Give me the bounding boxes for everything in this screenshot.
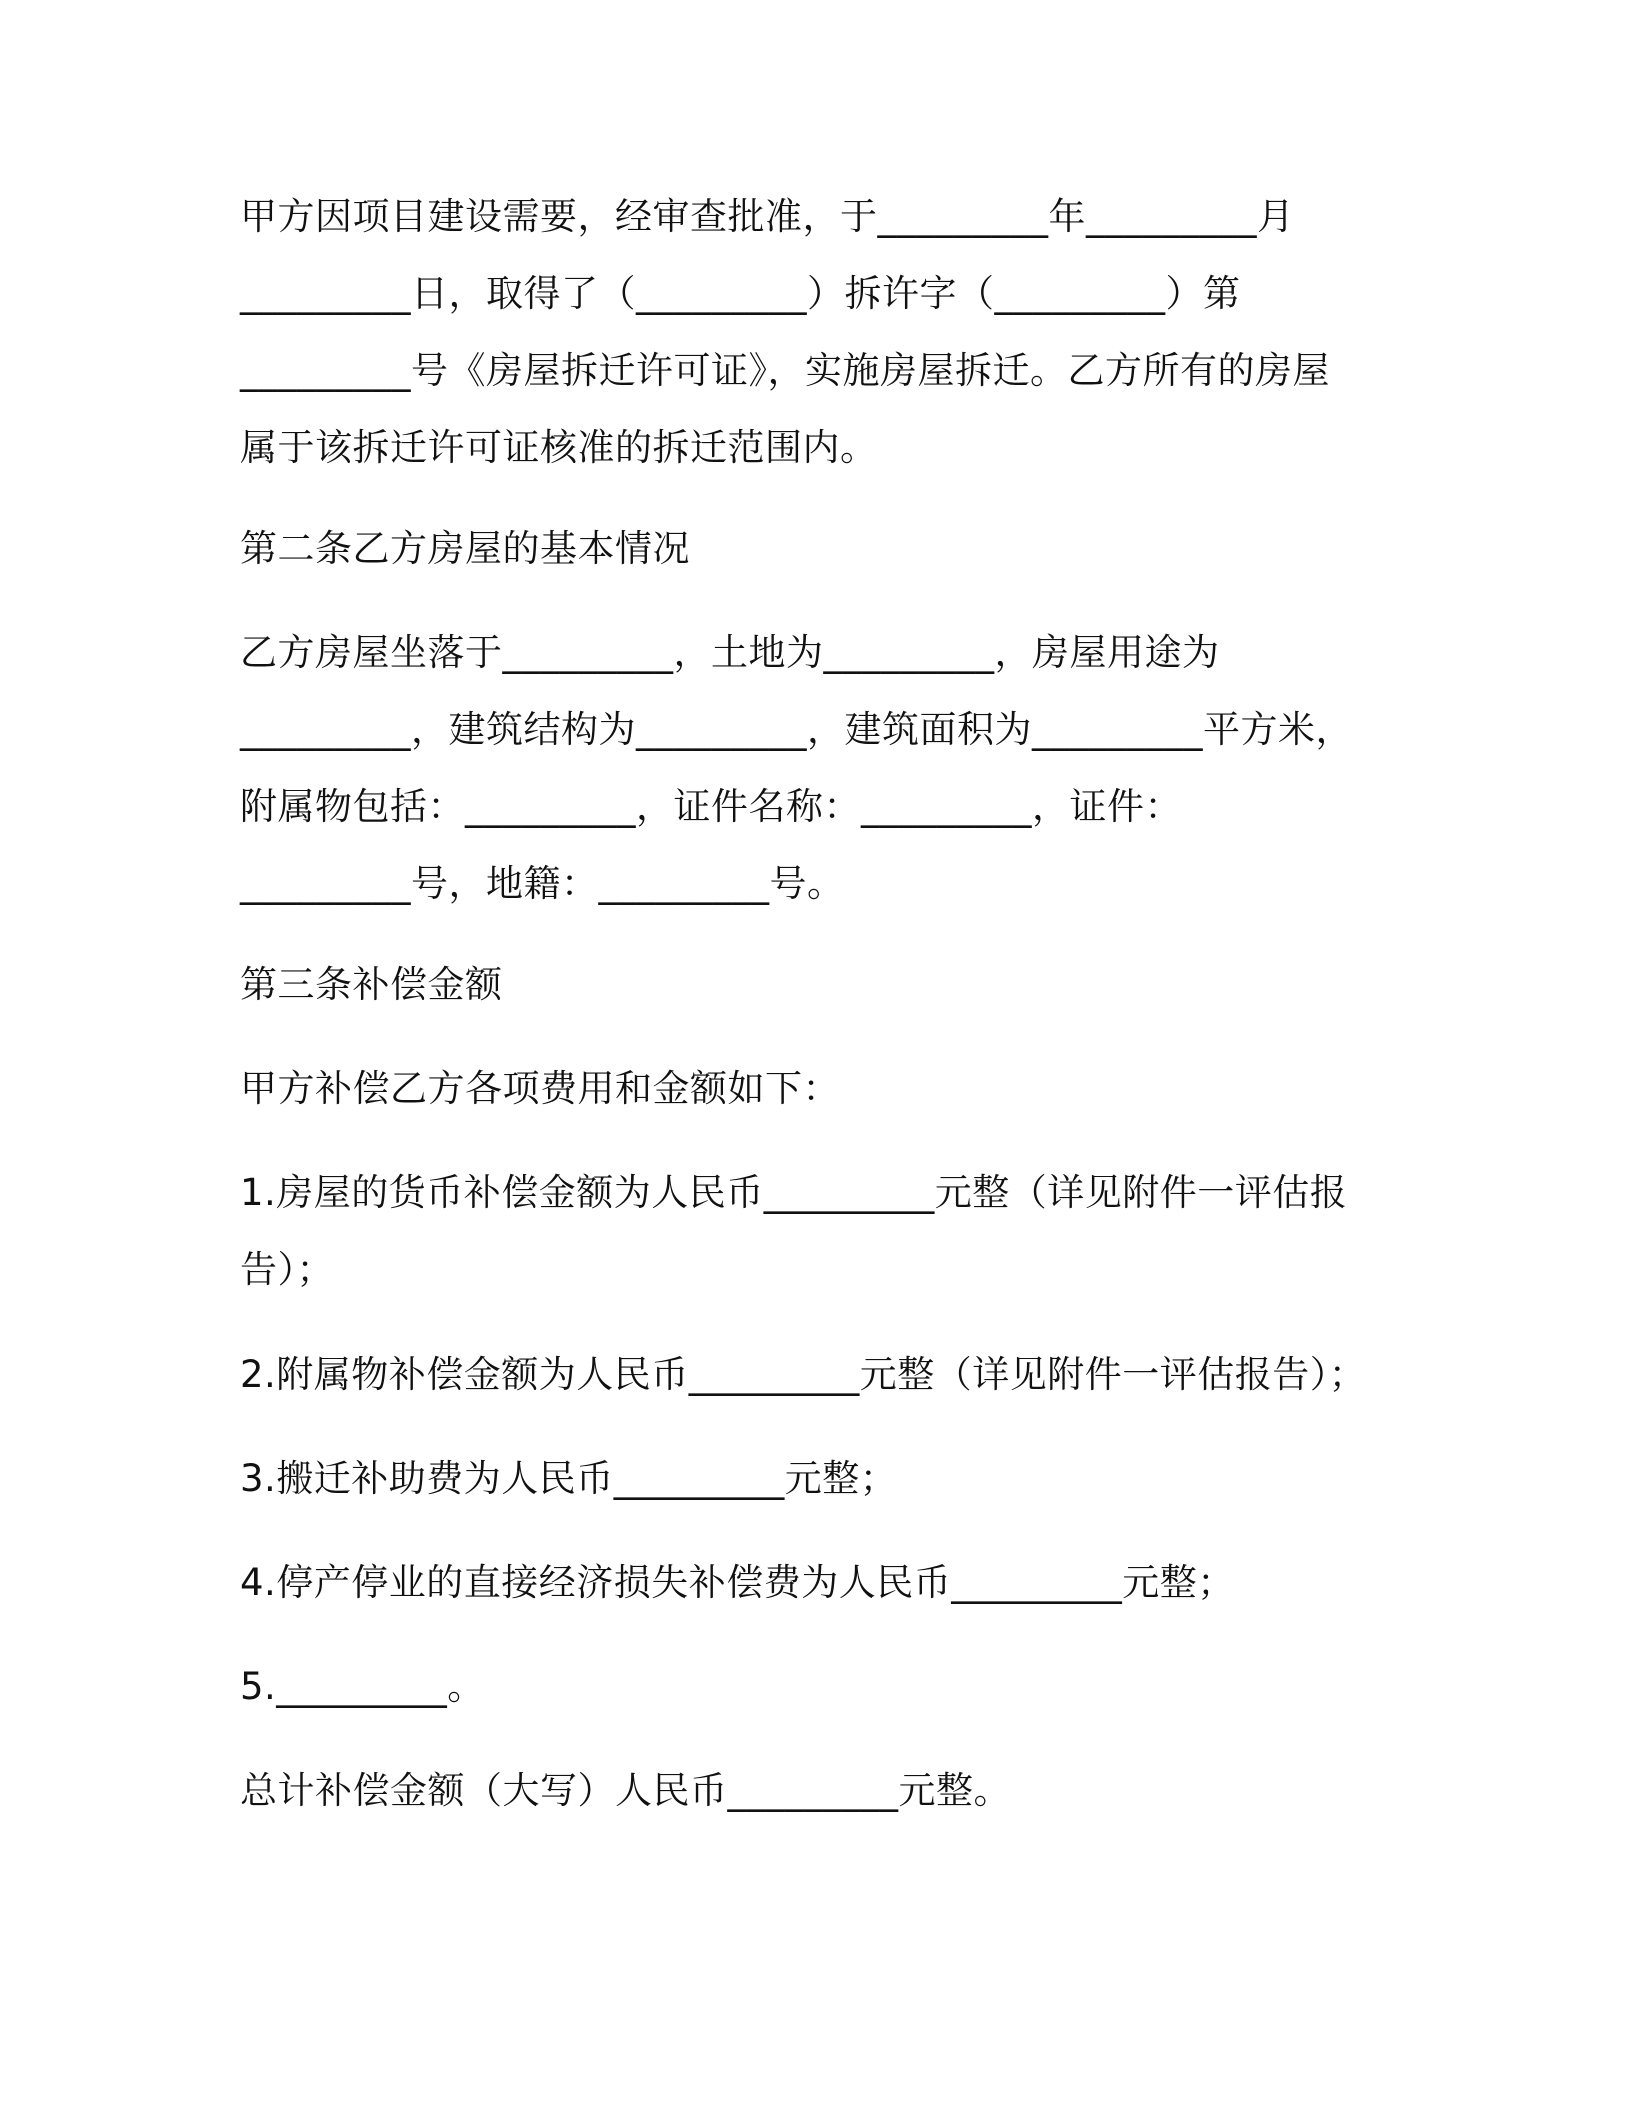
text-line: 总计补偿金额（大写）人民币_________元整。 bbox=[240, 1769, 1011, 1812]
article-2-body bbox=[240, 614, 1390, 922]
total-compensation bbox=[240, 1752, 1390, 1829]
text-line: 2.附属物补偿金额为人民币_________元整（详见附件一评估报告）； bbox=[240, 1353, 1367, 1396]
text-line: 附属物包括：_________，证件名称：_________，证件： bbox=[240, 785, 1182, 828]
text-line: 3.搬迁补助费为人民币_________元整； bbox=[240, 1457, 898, 1500]
text-line: _________，建筑结构为_________，建筑面积为_________平方米， bbox=[240, 708, 1353, 751]
text-line: 4.停产停业的直接经济损失补偿费为人民币_________元整； bbox=[240, 1561, 1235, 1604]
text-line: 1.房屋的货币补偿金额为人民币_________元整（详见附件一评估报 bbox=[240, 1171, 1348, 1214]
article-3-heading bbox=[240, 946, 1390, 1023]
text-line: _________号，地籍：_________号。 bbox=[240, 862, 845, 905]
text-line: _________号《房屋拆迁许可证》，实施房屋拆迁。乙方所有的房屋 bbox=[240, 349, 1330, 392]
text-line: 属于该拆迁许可证核准的拆迁范围内。 bbox=[240, 426, 878, 469]
compensation-item-5 bbox=[240, 1648, 1390, 1725]
text-line: _________日，取得了（_________）拆许字（_________）第 bbox=[240, 272, 1241, 315]
text-line: 第三条补偿金额 bbox=[240, 963, 503, 1006]
text-line: 甲方补偿乙方各项费用和金额如下： bbox=[240, 1067, 840, 1110]
text-line: 甲方因项目建设需要，经审查批准，于_________年_________月 bbox=[240, 195, 1295, 238]
compensation-item-4 bbox=[240, 1544, 1390, 1621]
text-line: 告）； bbox=[240, 1248, 334, 1291]
text-line: 第二条乙方房屋的基本情况 bbox=[240, 527, 690, 570]
article-2-heading bbox=[240, 510, 1390, 587]
intro-paragraph bbox=[240, 178, 1390, 486]
text-line: 乙方房屋坐落于_________，土地为_________，房屋用途为 bbox=[240, 631, 1220, 674]
compensation-item-3 bbox=[240, 1440, 1390, 1517]
article-3-intro bbox=[240, 1050, 1390, 1127]
compensation-item-1 bbox=[240, 1154, 1390, 1308]
text-line: 5._________。 bbox=[240, 1665, 485, 1708]
compensation-item-2 bbox=[240, 1336, 1390, 1413]
